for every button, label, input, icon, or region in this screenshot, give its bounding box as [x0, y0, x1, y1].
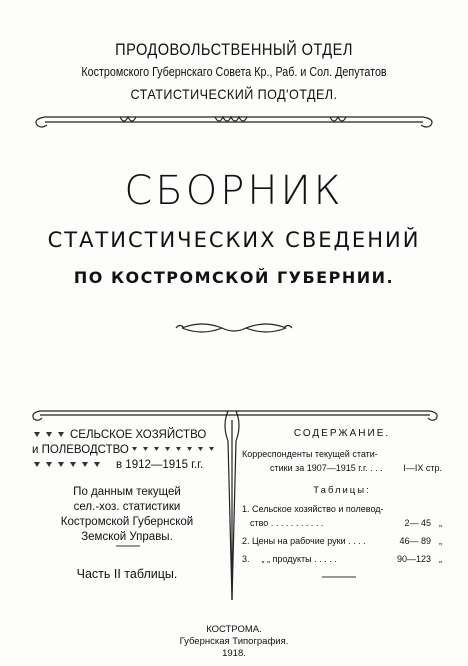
left-line2: и ПОЛЕВОДСТВО	[32, 444, 129, 456]
left-line4: По данным текущей	[73, 486, 181, 498]
toc-correspondents-line1: Корреспонденты текущей стати-	[242, 449, 378, 459]
left-line1: СЕЛЬСКОЕ ХОЗЯЙСТВО	[70, 429, 207, 441]
left-line5: сел.-хоз. статистики	[73, 501, 181, 513]
toc-title: СОДЕРЖАНИЕ.	[293, 428, 391, 439]
council-name: Костромского Губернскаго Совета Кр., Раб. и Сол. Депутатов	[81, 65, 387, 79]
toc-correspondents-line2: стики за 1907—1915 г.г. . . . I—IX стр.	[270, 463, 442, 473]
top-ornament-rule	[36, 117, 432, 127]
toc-item-1b: ство . . . . . . . . . . . 2— 45 „	[250, 518, 442, 528]
imprint-year: 1918.	[222, 648, 246, 659]
subtitle-line2: ПО КОСТРОМСКОЙ ГУБЕРНИИ.	[73, 268, 395, 287]
left-line3: в 1912—1915 г.г.	[116, 459, 204, 471]
left-column	[32, 428, 222, 582]
imprint-press: Губернская Типография.	[179, 636, 289, 647]
table-of-contents	[242, 428, 442, 566]
tables-title: Таблицы:	[313, 485, 371, 496]
toc-item-2: 2. Цены на рабочие руки . . . . 46— 89 „	[242, 536, 442, 546]
middle-swash-ornament	[176, 324, 292, 332]
subdepartment-title: СТАТИСТИЧЕСКИЙ ПОД'ОТДЕЛ.	[130, 86, 338, 102]
left-line7: Земской Управы.	[81, 531, 173, 543]
imprint-city: КОСТРОМА.	[206, 624, 262, 635]
main-title: СБОРНИК	[124, 168, 344, 214]
toc-item-1a: 1. Сельское хозяйство и полевод-	[242, 504, 384, 514]
subtitle-line1: СТАТИСТИЧЕСКИХ СВЕДЕНИЙ	[47, 228, 421, 252]
part-label: Часть II таблицы.	[76, 567, 178, 581]
left-line6: Костромской Губернской	[60, 516, 194, 528]
department-title: ПРОДОВОЛЬСТВЕННЫЙ ОТДЕЛ	[115, 40, 353, 59]
toc-item-3: 3. „ „ продукты . . . . . 90—123 „	[242, 554, 442, 564]
